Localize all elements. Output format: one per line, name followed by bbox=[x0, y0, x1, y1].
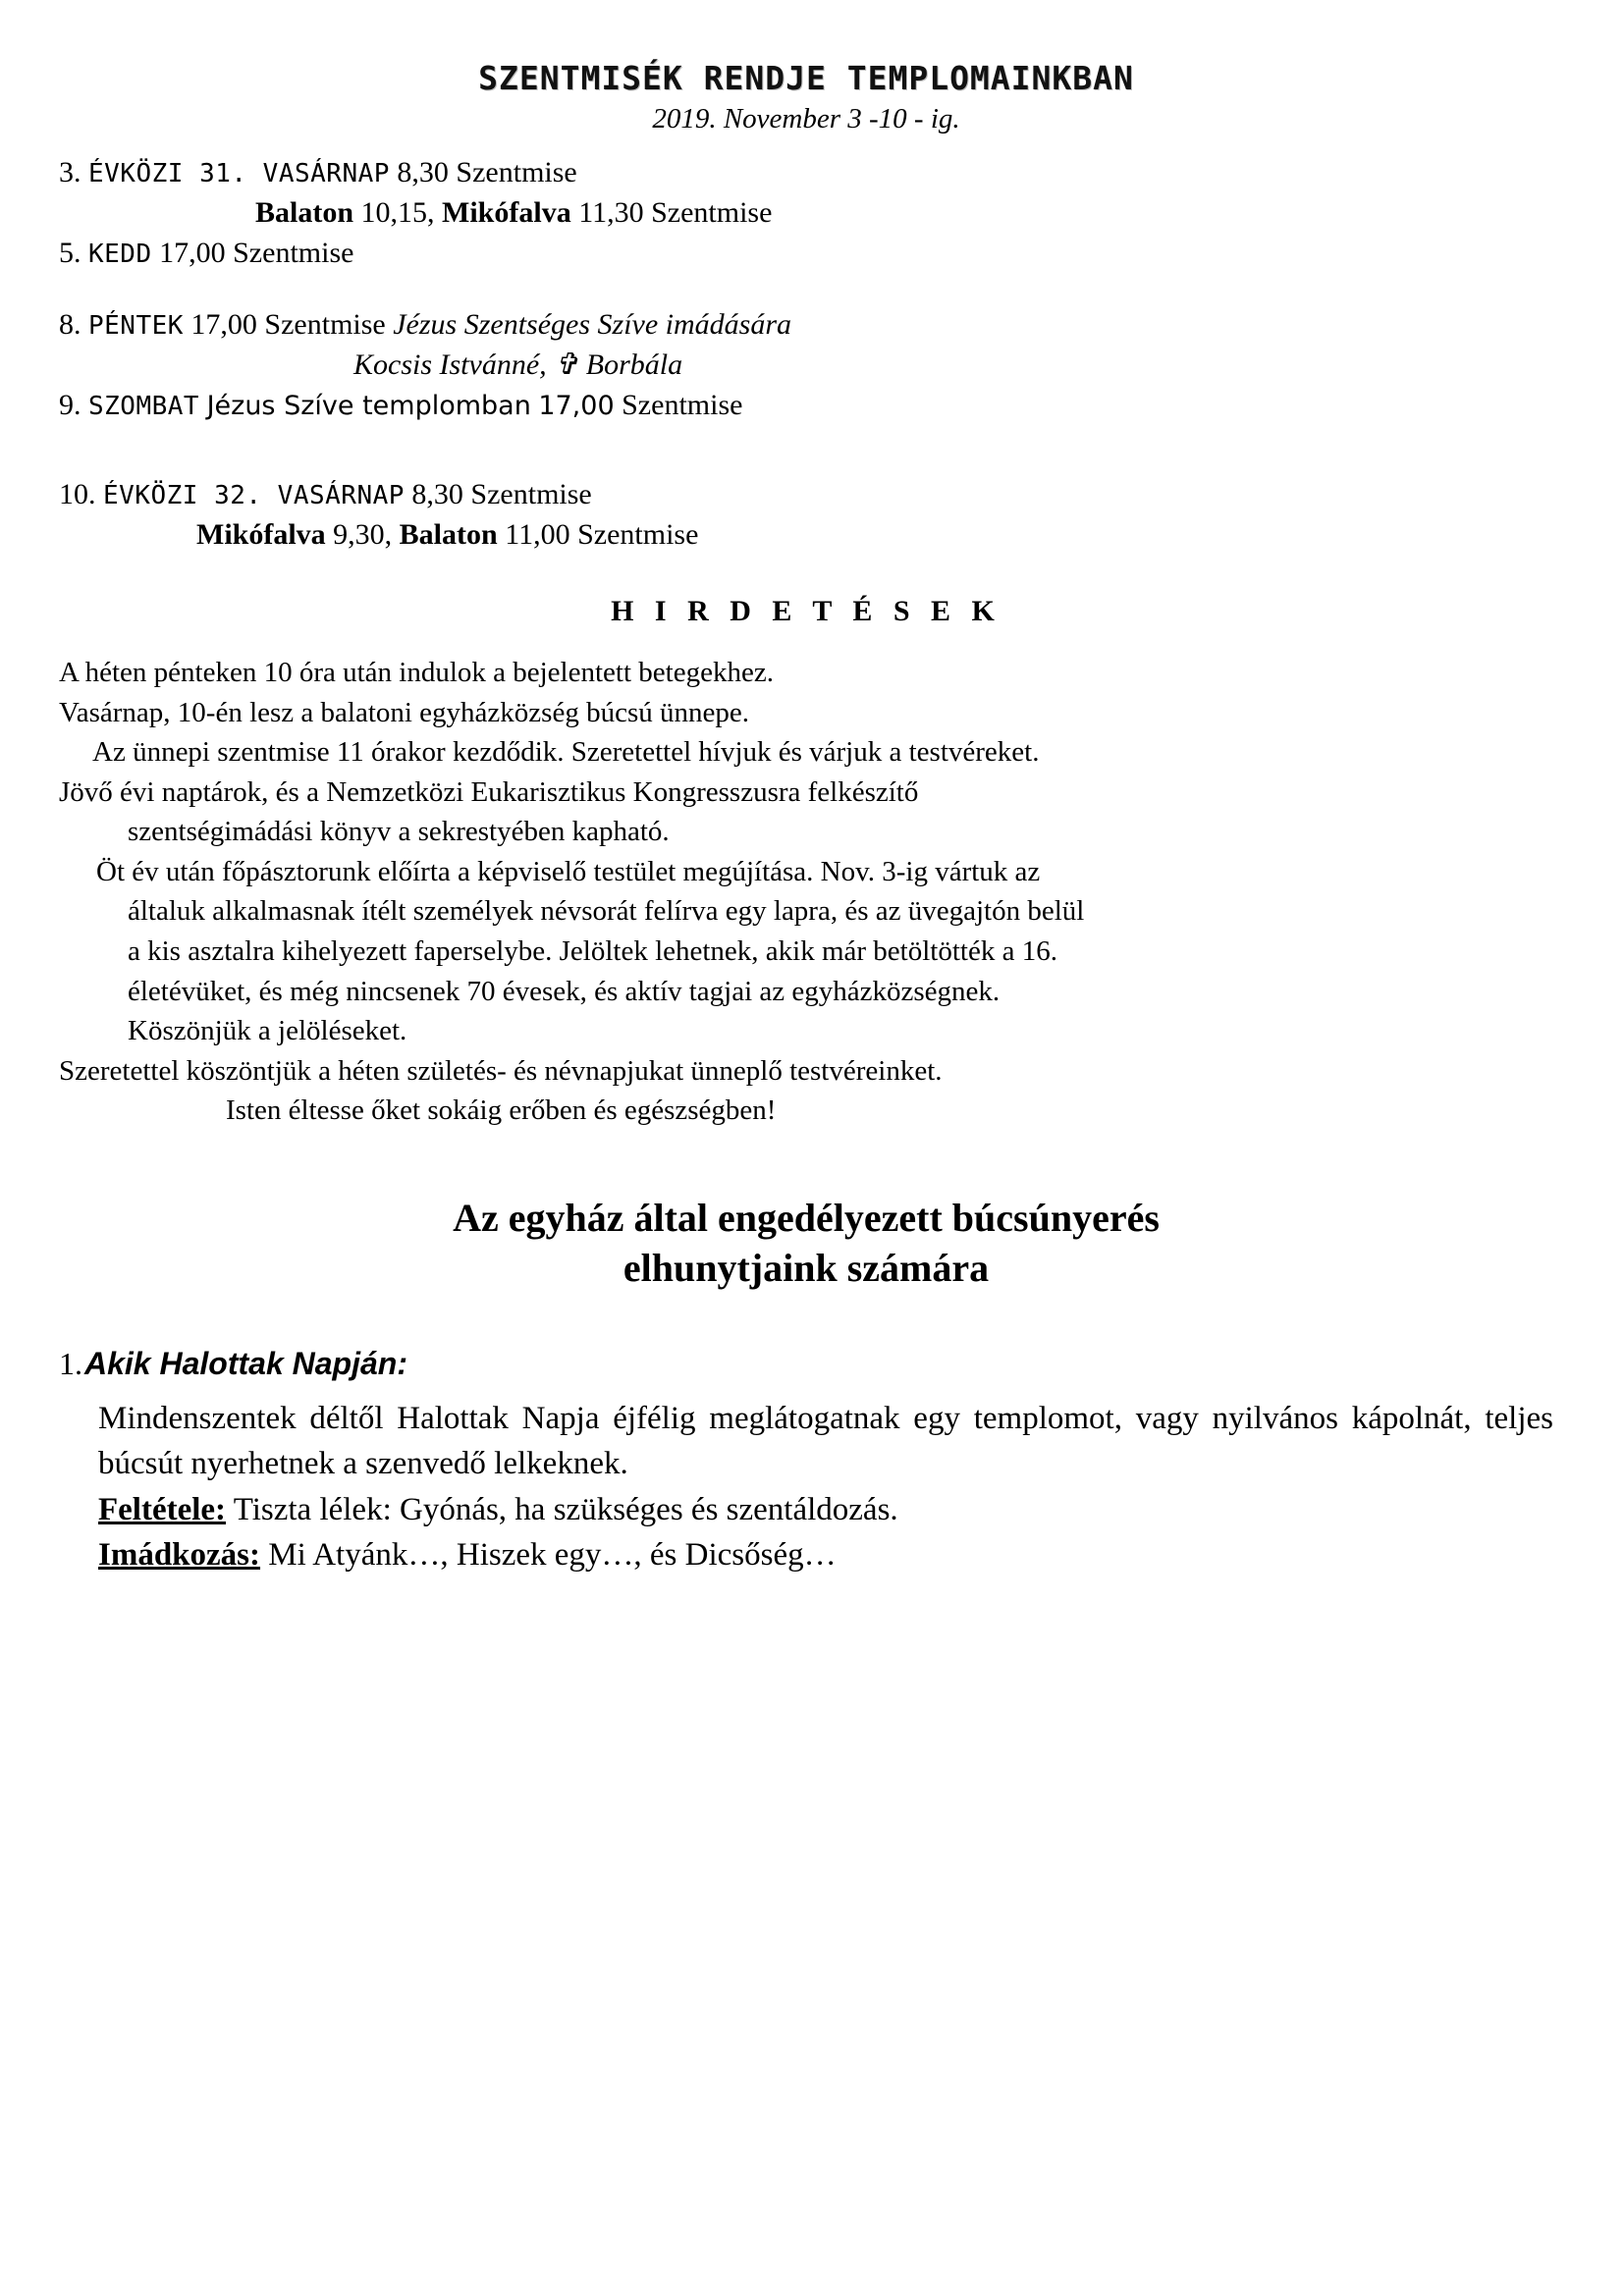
schedule-subrow-tail: Szentmise bbox=[651, 196, 773, 229]
schedule-text: Szentmise bbox=[456, 156, 577, 188]
announcement-line: Szeretettel köszöntjük a héten születés- és névnapjukat ünneplő testvéreinket. bbox=[59, 1054, 943, 1087]
schedule-place-1: Mikófalva bbox=[196, 518, 326, 551]
schedule-day-number: 5. bbox=[59, 237, 81, 269]
schedule-subrow bbox=[59, 346, 1553, 384]
schedule-subrow bbox=[59, 193, 1553, 232]
indulgence-condition-label: Feltétele: bbox=[98, 1491, 227, 1527]
schedule-place-2: Mikófalva bbox=[442, 196, 571, 229]
schedule-row bbox=[59, 234, 1553, 272]
indulgence-prayer-text: Mi Atyánk…, Hiszek egy…, és Dicsőség… bbox=[268, 1537, 837, 1574]
schedule-day-number: 8. bbox=[59, 308, 81, 341]
announcement-line: életévüket, és még nincsenek 70 évesek, és aktív tagjai az egyházközségnek. bbox=[128, 975, 1001, 1007]
schedule-day-name: ÉVKÖZI 32. VASÁRNAP bbox=[103, 481, 405, 510]
indulgence-condition-row bbox=[59, 1487, 1553, 1533]
indulgence-title-line-2: elhunytjaink számára bbox=[623, 1245, 990, 1290]
announcement-line: Köszönjük a jelöléseket. bbox=[128, 1015, 407, 1047]
schedule-place-1-time: 9,30, bbox=[333, 518, 393, 551]
schedule-time: 17,00 bbox=[538, 391, 615, 421]
schedule-time: 8,30 bbox=[411, 478, 463, 510]
indulgence-prayer-row bbox=[59, 1532, 1553, 1578]
announcement-line: szentségimádási könyv a sekrestyében kapható. bbox=[128, 816, 670, 848]
schedule-day-name: PÉNTEK bbox=[88, 311, 184, 341]
schedule-day-number: 3. bbox=[59, 156, 81, 188]
announcements-body bbox=[59, 654, 1553, 1130]
schedule-subrow bbox=[59, 515, 1553, 554]
indulgence-item-header bbox=[59, 1346, 1553, 1382]
schedule-day-number: 10. bbox=[59, 478, 96, 510]
schedule-intention-names: Kocsis Istvánné, ✞ Borbála bbox=[353, 348, 683, 381]
indulgence-item-title: Akik Halottak Napján: bbox=[84, 1346, 407, 1382]
schedule-text: Szentmise bbox=[622, 389, 743, 421]
schedule-text: Szentmise bbox=[470, 478, 592, 510]
schedule-place-1-time: 10,15, bbox=[360, 196, 435, 229]
schedule-text: Szentmise bbox=[233, 237, 354, 269]
indulgence-condition-text: Tiszta lélek: Gyónás, ha szükséges és szentáldozás. bbox=[233, 1491, 898, 1527]
schedule-time: 8,30 bbox=[397, 156, 449, 188]
indulgence-title-line-1: Az egyház által engedélyezett búcsúnyerés bbox=[453, 1195, 1160, 1240]
schedule-row bbox=[59, 386, 1553, 424]
page-title: SZENTMISÉK RENDJE TEMPLOMAINKBAN bbox=[478, 59, 1134, 97]
indulgence-prayer-label: Imádkozás: bbox=[98, 1537, 261, 1574]
mass-schedule bbox=[59, 153, 1553, 554]
schedule-place: Jézus Szíve templomban bbox=[206, 391, 531, 421]
schedule-place-2-time: 11,00 bbox=[505, 518, 570, 551]
announcement-line: Isten éltesse őket sokáig erőben és egészségben! bbox=[226, 1095, 777, 1127]
schedule-row bbox=[59, 305, 1553, 344]
schedule-intention: Jézus Szentséges Szíve imádására bbox=[393, 308, 792, 341]
schedule-place-2: Balaton bbox=[399, 518, 498, 551]
page-subtitle: 2019. November 3 -10 - ig. bbox=[652, 103, 960, 134]
announcement-line: Jövő évi naptárok, és a Nemzetközi Eukarisztikus Kongresszusra felkészítő bbox=[59, 775, 919, 808]
announcement-line: Öt év után főpásztorunk előírta a képviselő testület megújítása. Nov. 3-ig vártuk az bbox=[96, 855, 1041, 887]
indulgence-item-number: 1. bbox=[59, 1346, 82, 1382]
schedule-day-name: ÉVKÖZI 31. VASÁRNAP bbox=[88, 159, 390, 188]
schedule-text: Szentmise bbox=[264, 308, 386, 341]
schedule-day-name: SZOMBAT bbox=[88, 392, 200, 421]
schedule-time: 17,00 bbox=[159, 237, 226, 269]
schedule-subrow-tail: Szentmise bbox=[577, 518, 699, 551]
schedule-day-name: KEDD bbox=[88, 240, 152, 269]
schedule-place-2-time: 11,30 bbox=[578, 196, 644, 229]
indulgence-section-title bbox=[59, 1193, 1553, 1293]
schedule-time: 17,00 bbox=[190, 308, 257, 341]
announcement-line: Vasárnap, 10-én lesz a balatoni egyházközség búcsú ünnepe. bbox=[59, 696, 749, 728]
schedule-row bbox=[59, 475, 1553, 513]
schedule-day-number: 9. bbox=[59, 389, 81, 421]
announcements-heading: H I R D E T É S E K bbox=[611, 595, 1001, 627]
announcement-line: A héten pénteken 10 óra után indulok a bejelentett betegekhez. bbox=[59, 657, 774, 688]
schedule-row bbox=[59, 153, 1553, 191]
schedule-place-1: Balaton bbox=[255, 196, 354, 229]
indulgence-item-body: Mindenszentek déltől Halottak Napja éjfélig meglátogatnak egy templomot, vagy nyilvános kápolnát, teljes búcsút nyerhetnek a szenvedő lelkeknek. bbox=[98, 1401, 1553, 1482]
announcement-line: általuk alkalmasnak ítélt személyek névsorát felírva egy lapra, és az üvegajtón belül bbox=[128, 895, 1085, 928]
announcement-line: Az ünnepi szentmise 11 órakor kezdődik. Szeretettel hívjuk és várjuk a testvéreket. bbox=[92, 736, 1040, 769]
announcement-line: a kis asztalra kihelyezett faperselybe. Jelöltek lehetnek, akik már betöltötték a 16. bbox=[128, 934, 1057, 967]
